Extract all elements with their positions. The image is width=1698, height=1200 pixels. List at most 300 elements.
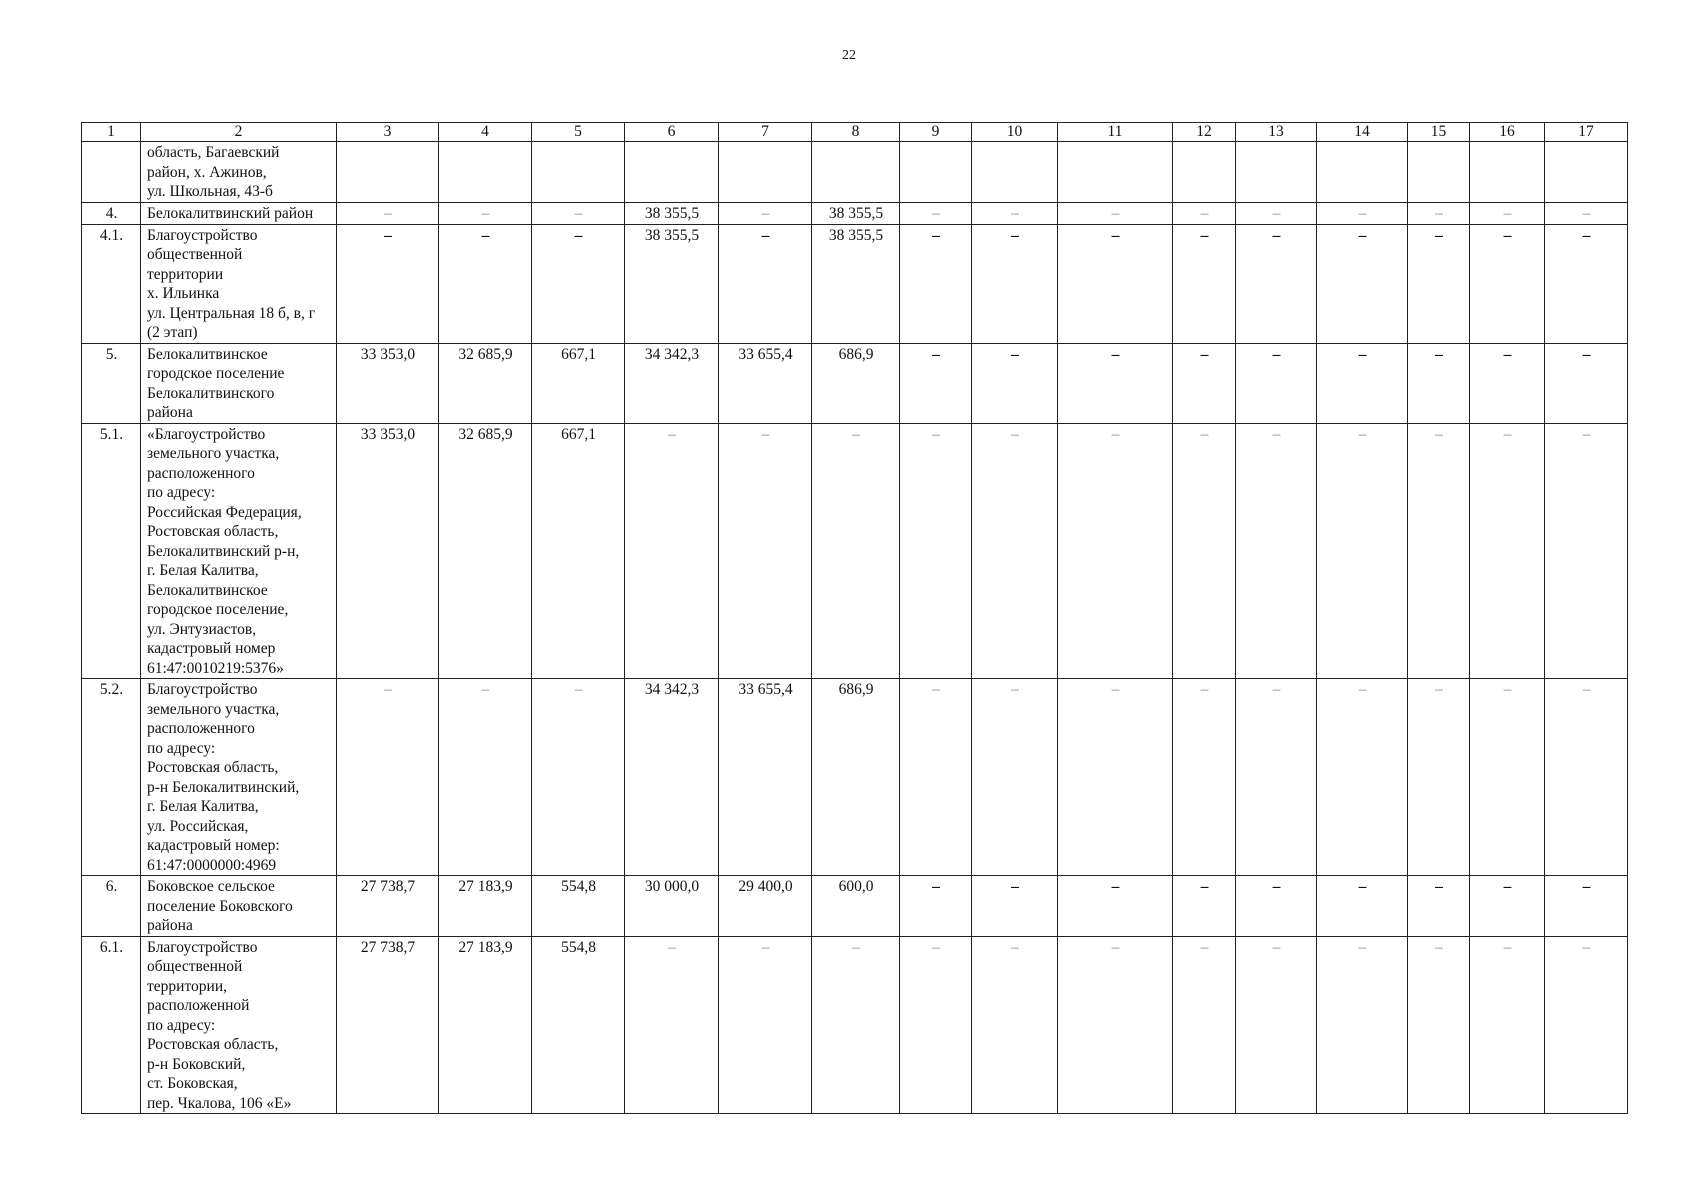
row-name: [141, 202, 337, 224]
value-cell-col-11: [1058, 423, 1173, 679]
dash-value: –: [1272, 938, 1281, 956]
value-cell-col-5: [532, 876, 625, 937]
value-cell-col-14: [1317, 202, 1408, 224]
dash-value: –: [1435, 681, 1443, 698]
value-cell-col-12: [1173, 936, 1236, 1114]
value-cell-col-12: [1173, 679, 1236, 876]
value-cell-col-12: [1173, 202, 1236, 224]
value-cell-col-17: [1545, 679, 1628, 876]
value-cell-col-4: [439, 679, 532, 876]
row-name-line: городское поселение: [147, 365, 285, 382]
dash-value: –: [1358, 425, 1367, 443]
dash-value: –: [932, 345, 940, 363]
value-cell-col-11: [1058, 679, 1173, 876]
value-cell-col-16: [1470, 142, 1545, 203]
row-name-line: Ростовская область,: [147, 523, 279, 540]
value-cell-col-4: [439, 142, 532, 203]
row-name-line: территории: [147, 265, 224, 283]
value-cell-col-3: [337, 936, 439, 1114]
dash-value: –: [932, 681, 940, 698]
dash-value: –: [1435, 878, 1443, 895]
numeric-value: 33 353,0: [360, 345, 416, 363]
value-cell-col-15: [1408, 876, 1470, 937]
value-cell-col-16: [1470, 224, 1545, 343]
row-name-line: Белокалитвинского: [147, 384, 275, 402]
table-row: [82, 142, 1628, 203]
column-header-17: 17: [1545, 123, 1628, 142]
value-cell-col-11: [1058, 224, 1173, 343]
dash-value: –: [1111, 345, 1120, 363]
value-cell-col-17: [1545, 423, 1628, 679]
value-cell-col-15: [1408, 224, 1470, 343]
value-cell-col-13: [1236, 679, 1317, 876]
dash-value: –: [1011, 226, 1019, 244]
value-cell-col-12: [1173, 423, 1236, 679]
dash-value: –: [932, 226, 940, 244]
value-cell-col-9: [900, 876, 972, 937]
column-header-14: 14: [1317, 123, 1408, 142]
value-cell-col-5: [532, 343, 625, 423]
row-name: [141, 142, 337, 203]
value-cell-col-7: [719, 224, 812, 343]
dash-value: –: [668, 425, 676, 443]
value-cell-col-16: [1470, 936, 1545, 1114]
numeric-value: 34 342,3: [644, 681, 700, 698]
value-cell-col-13: [1236, 142, 1317, 203]
dash-value: –: [1503, 681, 1512, 698]
dash-value: –: [1272, 345, 1281, 363]
value-cell-col-3: [337, 224, 439, 343]
value-cell-col-14: [1317, 679, 1408, 876]
dash-value: –: [1011, 681, 1019, 698]
row-name-line: земельного участка,: [147, 445, 280, 462]
value-cell-col-15: [1408, 423, 1470, 679]
dash-value: –: [1200, 681, 1209, 698]
column-header-3: 3: [337, 123, 439, 142]
value-cell-col-8: [812, 936, 900, 1114]
dash-value: –: [1503, 878, 1512, 895]
dash-value: –: [1358, 345, 1367, 363]
value-cell-col-17: [1545, 936, 1628, 1114]
dash-value: –: [1111, 681, 1120, 698]
dash-value: –: [1111, 878, 1120, 895]
row-name: [141, 936, 337, 1114]
numeric-value: 667,1: [561, 345, 596, 363]
numeric-value: 554,8: [561, 938, 596, 956]
row-name-line: территории,: [147, 977, 227, 995]
dash-value: –: [1582, 345, 1591, 363]
row-number: 5.: [82, 343, 141, 423]
row-name-line: расположенной: [147, 997, 250, 1014]
table-row: [82, 202, 1628, 224]
value-cell-col-10: [972, 679, 1058, 876]
value-cell-col-15: [1408, 679, 1470, 876]
row-name: [141, 343, 337, 423]
column-header-13: 13: [1236, 123, 1317, 142]
row-name-line: городское поселение,: [147, 601, 289, 618]
value-cell-col-3: [337, 679, 439, 876]
row-name-line: р-н Белокалитвинский,: [147, 778, 300, 796]
value-cell-col-6: [625, 876, 719, 937]
row-name: [141, 423, 337, 679]
row-name-line: район, х. Ажинов,: [147, 163, 267, 181]
column-header-6: 6: [625, 123, 719, 142]
row-name-line: Белокалитвинский р-н,: [147, 542, 300, 560]
value-cell-col-6: [625, 224, 719, 343]
dash-value: –: [761, 425, 770, 443]
row-name-line: расположенного: [147, 464, 255, 482]
dash-value: –: [852, 425, 860, 443]
row-number: [82, 142, 141, 203]
numeric-value: 686,9: [838, 681, 874, 698]
value-cell-col-14: [1317, 876, 1408, 937]
dash-value: –: [1582, 204, 1591, 222]
row-number: 4.1.: [82, 224, 141, 343]
value-cell-col-16: [1470, 679, 1545, 876]
row-name-line: ул. Энтузиастов,: [147, 620, 257, 638]
dash-value: –: [932, 938, 940, 956]
value-cell-col-16: [1470, 423, 1545, 679]
value-cell-col-9: [900, 423, 972, 679]
numeric-value: 27 738,7: [360, 878, 416, 895]
dash-value: –: [1358, 681, 1367, 698]
value-cell-col-10: [972, 142, 1058, 203]
column-header-10: 10: [972, 123, 1058, 142]
value-cell-col-11: [1058, 142, 1173, 203]
row-name-line: земельного участка,: [147, 700, 280, 718]
row-name-line: ул. Школьная, 43-б: [147, 183, 273, 200]
value-cell-col-16: [1470, 343, 1545, 423]
dash-value: –: [1582, 878, 1591, 895]
value-cell-col-7: [719, 202, 812, 224]
row-name-line: кадастровый номер:: [147, 837, 280, 854]
dash-value: –: [1011, 345, 1019, 363]
numeric-value: 27 183,9: [458, 938, 513, 956]
row-name-line: Боковское сельское: [147, 878, 275, 895]
column-header-16: 16: [1470, 123, 1545, 142]
dash-value: –: [1111, 204, 1120, 222]
value-cell-col-14: [1317, 224, 1408, 343]
value-cell-col-7: [719, 936, 812, 1114]
row-number: 5.1.: [82, 423, 141, 679]
value-cell-col-15: [1408, 936, 1470, 1114]
value-cell-col-16: [1470, 876, 1545, 937]
row-number: 6.1.: [82, 936, 141, 1114]
dash-value: –: [1200, 938, 1209, 956]
numeric-value: 667,1: [561, 425, 596, 443]
value-cell-col-17: [1545, 142, 1628, 203]
value-cell-col-3: [337, 423, 439, 679]
dash-value: –: [1272, 425, 1281, 443]
value-cell-col-5: [532, 423, 625, 679]
value-cell-col-6: [625, 936, 719, 1114]
value-cell-col-12: [1173, 142, 1236, 203]
dash-value: –: [384, 226, 392, 244]
row-name-line: ст. Боковская,: [147, 1075, 238, 1092]
value-cell-col-17: [1545, 876, 1628, 937]
row-name-line: (2 этап): [147, 324, 198, 341]
value-cell-col-6: [625, 202, 719, 224]
header-row: [82, 123, 1628, 142]
value-cell-col-5: [532, 936, 625, 1114]
value-cell-col-9: [900, 202, 972, 224]
row-name-line: Белокалитвинское: [147, 581, 268, 599]
dash-value: –: [1011, 878, 1019, 895]
dash-value: –: [1503, 425, 1512, 443]
value-cell-col-14: [1317, 423, 1408, 679]
value-cell-col-15: [1408, 202, 1470, 224]
dash-value: –: [761, 226, 770, 244]
dash-value: –: [384, 204, 392, 222]
dash-value: –: [1272, 204, 1281, 222]
row-name-line: Благоустройство: [147, 226, 258, 244]
row-name-line: ул. Центральная 18 б, в, г: [147, 304, 316, 322]
numeric-value: 38 355,5: [828, 204, 884, 222]
value-cell-col-5: [532, 224, 625, 343]
value-cell-col-11: [1058, 343, 1173, 423]
row-name-line: общественной: [147, 958, 243, 975]
dash-value: –: [1011, 204, 1019, 222]
dash-value: –: [1582, 938, 1591, 956]
value-cell-col-17: [1545, 343, 1628, 423]
value-cell-col-13: [1236, 936, 1317, 1114]
numeric-value: 38 355,5: [828, 226, 884, 244]
value-cell-col-10: [972, 423, 1058, 679]
page-number: 22: [842, 48, 856, 63]
row-name-line: область, Багаевский: [147, 144, 280, 161]
value-cell-col-10: [972, 936, 1058, 1114]
value-cell-col-10: [972, 202, 1058, 224]
dash-value: –: [1111, 226, 1120, 244]
value-cell-col-12: [1173, 224, 1236, 343]
numeric-value: 34 342,3: [644, 345, 700, 363]
table-row: [82, 423, 1628, 679]
value-cell-col-13: [1236, 423, 1317, 679]
numeric-value: 27 183,9: [458, 878, 513, 895]
value-cell-col-4: [439, 224, 532, 343]
row-name-line: по адресу:: [147, 1016, 216, 1034]
dash-value: –: [932, 425, 940, 443]
value-cell-col-7: [719, 343, 812, 423]
row-name-line: общественной: [147, 246, 243, 263]
dash-value: –: [574, 226, 583, 244]
row-name-line: по адресу:: [147, 739, 216, 757]
table-row: [82, 224, 1628, 343]
numeric-value: 33 655,4: [738, 345, 793, 363]
numeric-value: 33 353,0: [360, 425, 416, 443]
column-header-8: 8: [812, 123, 900, 142]
dash-value: –: [761, 938, 770, 956]
value-cell-col-3: [337, 142, 439, 203]
row-name-line: г. Белая Калитва,: [147, 798, 259, 815]
numeric-value: 38 355,5: [644, 204, 700, 222]
value-cell-col-14: [1317, 936, 1408, 1114]
row-name-line: 61:47:0010219:5376»: [147, 659, 284, 677]
numeric-value: 27 738,7: [360, 938, 416, 956]
value-cell-col-8: [812, 679, 900, 876]
value-cell-col-10: [972, 343, 1058, 423]
value-cell-col-15: [1408, 343, 1470, 423]
row-number: 6.: [82, 876, 141, 937]
row-number: 5.2.: [82, 679, 141, 876]
value-cell-col-11: [1058, 876, 1173, 937]
numeric-value: 33 655,4: [738, 681, 793, 698]
dash-value: –: [574, 681, 583, 698]
value-cell-col-11: [1058, 202, 1173, 224]
dash-value: –: [1358, 878, 1367, 895]
row-name: [141, 876, 337, 937]
row-name-line: Российская Федерация,: [147, 503, 302, 521]
value-cell-col-3: [337, 202, 439, 224]
dash-value: –: [481, 204, 490, 222]
value-cell-col-7: [719, 876, 812, 937]
budget-table: [81, 122, 1628, 1114]
value-cell-col-15: [1408, 142, 1470, 203]
column-header-9: 9: [900, 123, 972, 142]
value-cell-col-17: [1545, 224, 1628, 343]
dash-value: –: [1503, 345, 1512, 363]
row-name-line: Благоустройство: [147, 938, 258, 956]
dash-value: –: [1435, 345, 1443, 363]
value-cell-col-9: [900, 343, 972, 423]
row-name-line: х. Ильинка: [147, 285, 220, 302]
numeric-value: 554,8: [561, 878, 596, 895]
dash-value: –: [1200, 226, 1209, 244]
value-cell-col-10: [972, 224, 1058, 343]
table-row: [82, 936, 1628, 1114]
value-cell-col-7: [719, 423, 812, 679]
value-cell-col-4: [439, 343, 532, 423]
value-cell-col-3: [337, 343, 439, 423]
column-header-15: 15: [1408, 123, 1470, 142]
row-name-line: «Благоустройство: [147, 425, 266, 443]
value-cell-col-14: [1317, 343, 1408, 423]
value-cell-col-4: [439, 936, 532, 1114]
value-cell-col-8: [812, 423, 900, 679]
dash-value: –: [1111, 938, 1120, 956]
value-cell-col-3: [337, 876, 439, 937]
value-cell-col-8: [812, 142, 900, 203]
numeric-value: 686,9: [838, 345, 874, 363]
row-name-line: Ростовская область,: [147, 759, 279, 776]
row-name: [141, 224, 337, 343]
row-name-line: Белокалитвинское: [147, 345, 268, 363]
dash-value: –: [1358, 938, 1367, 956]
value-cell-col-5: [532, 142, 625, 203]
numeric-value: 29 400,0: [738, 878, 793, 895]
value-cell-col-8: [812, 876, 900, 937]
value-cell-col-6: [625, 423, 719, 679]
dash-value: –: [1200, 345, 1209, 363]
dash-value: –: [932, 878, 940, 895]
row-name-line: 61:47:0000000:4969: [147, 856, 277, 874]
dash-value: –: [1358, 204, 1367, 222]
row-name-line: района: [147, 917, 193, 934]
dash-value: –: [481, 226, 490, 244]
numeric-value: 32 685,9: [458, 345, 513, 363]
column-header-2: 2: [141, 123, 337, 142]
column-header-4: 4: [439, 123, 532, 142]
dash-value: –: [852, 938, 860, 956]
column-header-1: 1: [82, 123, 141, 142]
table-row: [82, 343, 1628, 423]
row-name-line: Белокалитвинский район: [147, 204, 314, 222]
row-name-line: пер. Чкалова, 106 «Е»: [147, 1094, 292, 1112]
value-cell-col-9: [900, 142, 972, 203]
dash-value: –: [761, 204, 770, 222]
dash-value: –: [574, 204, 583, 222]
numeric-value: 32 685,9: [458, 425, 513, 443]
value-cell-col-6: [625, 142, 719, 203]
value-cell-col-5: [532, 679, 625, 876]
value-cell-col-13: [1236, 224, 1317, 343]
numeric-value: 600,0: [838, 878, 874, 895]
dash-value: –: [1272, 878, 1281, 895]
dash-value: –: [1011, 425, 1019, 443]
dash-value: –: [1582, 681, 1591, 698]
value-cell-col-13: [1236, 343, 1317, 423]
row-name-line: по адресу:: [147, 484, 216, 501]
value-cell-col-6: [625, 679, 719, 876]
value-cell-col-13: [1236, 202, 1317, 224]
value-cell-col-12: [1173, 343, 1236, 423]
dash-value: –: [1582, 425, 1591, 443]
table-body: [82, 142, 1628, 1114]
row-name-line: расположенного: [147, 720, 255, 737]
row-name-line: г. Белая Калитва,: [147, 562, 259, 579]
value-cell-col-4: [439, 423, 532, 679]
row-name-line: кадастровый номер: [147, 640, 276, 657]
value-cell-col-10: [972, 876, 1058, 937]
dash-value: –: [1011, 938, 1019, 956]
value-cell-col-8: [812, 224, 900, 343]
numeric-value: 38 355,5: [644, 226, 700, 244]
dash-value: –: [668, 938, 676, 956]
column-header-11: 11: [1058, 123, 1173, 142]
dash-value: –: [384, 681, 392, 698]
dash-value: –: [1503, 226, 1512, 244]
value-cell-col-9: [900, 224, 972, 343]
value-cell-col-4: [439, 202, 532, 224]
row-name-line: Благоустройство: [147, 681, 258, 698]
row-name-line: района: [147, 404, 193, 421]
value-cell-col-17: [1545, 202, 1628, 224]
value-cell-col-9: [900, 679, 972, 876]
row-name-line: р-н Боковский,: [147, 1055, 246, 1073]
value-cell-col-8: [812, 343, 900, 423]
column-header-7: 7: [719, 123, 812, 142]
value-cell-col-5: [532, 202, 625, 224]
dash-value: –: [1503, 938, 1512, 956]
dash-value: –: [1200, 878, 1209, 895]
dash-value: –: [1435, 204, 1443, 222]
numeric-value: 30 000,0: [644, 878, 700, 895]
table-row: [82, 679, 1628, 876]
dash-value: –: [481, 681, 490, 698]
column-header-12: 12: [1173, 123, 1236, 142]
dash-value: –: [1435, 425, 1443, 443]
dash-value: –: [1435, 938, 1443, 956]
dash-value: –: [932, 204, 940, 222]
dash-value: –: [1111, 425, 1120, 443]
value-cell-col-4: [439, 876, 532, 937]
value-cell-col-13: [1236, 876, 1317, 937]
row-number: 4.: [82, 202, 141, 224]
column-header-5: 5: [532, 123, 625, 142]
dash-value: –: [1200, 425, 1209, 443]
row-name-line: Ростовская область,: [147, 1036, 279, 1053]
value-cell-col-9: [900, 936, 972, 1114]
